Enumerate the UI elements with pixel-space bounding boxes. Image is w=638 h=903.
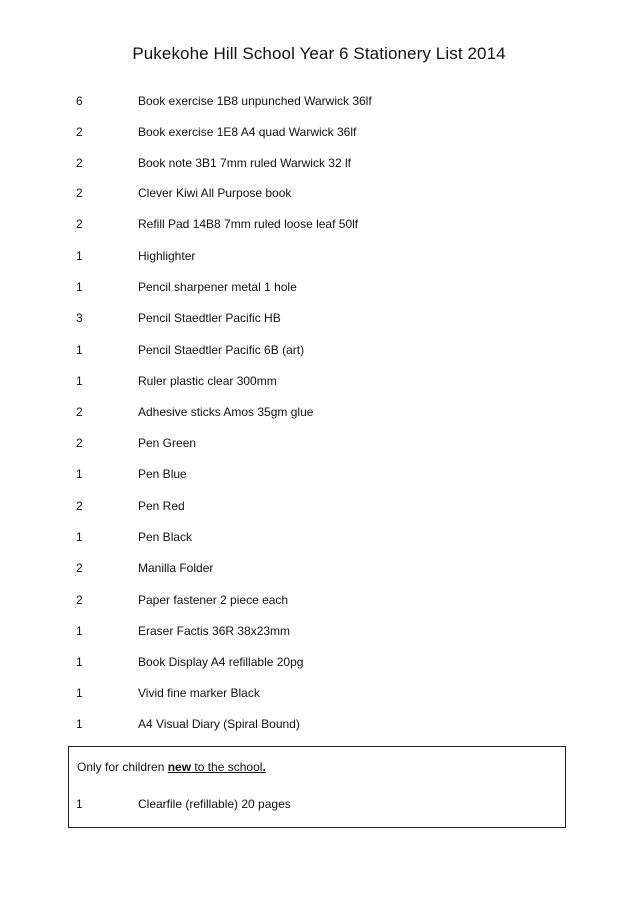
item-description: Adhesive sticks Amos 35gm glue — [138, 405, 314, 419]
list-item — [0, 530, 638, 550]
list-item — [0, 280, 638, 300]
list-item — [0, 156, 638, 176]
item-quantity: 3 — [76, 311, 83, 325]
list-item — [0, 125, 638, 145]
item-description: Book exercise 1B8 unpunched Warwick 36lf — [138, 94, 372, 108]
list-item — [0, 467, 638, 487]
item-description: Pencil Staedtler Pacific 6B (art) — [138, 343, 305, 357]
list-item — [0, 405, 638, 425]
page-title: Pukekohe Hill School Year 6 Stationery List 2014 — [132, 44, 506, 63]
item-description: Pencil sharpener metal 1 hole — [138, 280, 297, 294]
heading-period: . — [262, 760, 266, 774]
item-description: Book Display A4 refillable 20pg — [138, 655, 304, 669]
list-item — [0, 717, 638, 737]
item-description: A4 Visual Diary (Spiral Bound) — [138, 717, 300, 731]
list-item — [0, 655, 638, 675]
item-description: Eraser Factis 36R 38x23mm — [138, 624, 291, 638]
item-quantity: 1 — [76, 249, 83, 263]
list-item — [0, 593, 638, 613]
item-quantity: 2 — [76, 405, 83, 419]
item-description: Pen Red — [138, 499, 185, 513]
item-quantity: 2 — [76, 593, 83, 607]
list-item — [0, 374, 638, 394]
item-quantity: 1 — [76, 467, 83, 481]
list-item — [0, 624, 638, 644]
list-item — [0, 249, 638, 269]
item-quantity: 2 — [76, 436, 83, 450]
item-quantity: 1 — [76, 530, 83, 544]
item-quantity: 1 — [76, 280, 83, 294]
list-item — [0, 186, 638, 206]
item-description: Pen Blue — [138, 467, 187, 481]
item-quantity: 1 — [76, 655, 83, 669]
list-item — [0, 343, 638, 363]
item-quantity: 2 — [76, 561, 83, 575]
item-description: Ruler plastic clear 300mm — [138, 374, 277, 388]
item-description: Book note 3B1 7mm ruled Warwick 32 lf — [138, 156, 351, 170]
item-description: Manilla Folder — [138, 561, 214, 575]
item-description: Pencil Staedtler Pacific HB — [138, 311, 281, 325]
item-quantity: 1 — [76, 797, 83, 811]
item-quantity: 2 — [76, 125, 83, 139]
list-item — [0, 311, 638, 331]
item-quantity: 2 — [76, 156, 83, 170]
list-item — [0, 436, 638, 456]
item-quantity: 2 — [76, 499, 83, 513]
heading-emphasis: new — [167, 760, 192, 774]
new-students-heading — [77, 760, 266, 774]
item-description: Pen Green — [138, 436, 197, 450]
heading-text: Only for children — [77, 760, 168, 774]
item-description: Book exercise 1E8 A4 quad Warwick 36lf — [138, 125, 357, 139]
item-quantity: 1 — [76, 343, 83, 357]
list-item — [0, 561, 638, 581]
heading-text-underlined: to the school — [191, 760, 263, 774]
item-description: Paper fastener 2 piece each — [138, 593, 289, 607]
item-quantity: 1 — [76, 686, 83, 700]
item-quantity: 1 — [76, 374, 83, 388]
item-description: Pen Black — [138, 530, 193, 544]
new-students-box — [68, 746, 566, 828]
list-item — [0, 94, 638, 114]
item-description: Clever Kiwi All Purpose book — [138, 186, 292, 200]
item-description: Highlighter — [138, 249, 196, 263]
list-item — [0, 686, 638, 706]
item-quantity: 1 — [76, 717, 83, 731]
item-quantity: 6 — [76, 94, 83, 108]
item-description: Clearfile (refillable) 20 pages — [138, 797, 291, 811]
item-quantity: 2 — [76, 217, 83, 231]
item-description: Refill Pad 14B8 7mm ruled loose leaf 50lf — [138, 217, 359, 231]
list-item — [69, 797, 565, 817]
item-quantity: 2 — [76, 186, 83, 200]
list-item — [0, 217, 638, 237]
item-quantity: 1 — [76, 624, 83, 638]
item-description: Vivid fine marker Black — [138, 686, 260, 700]
list-item — [0, 499, 638, 519]
